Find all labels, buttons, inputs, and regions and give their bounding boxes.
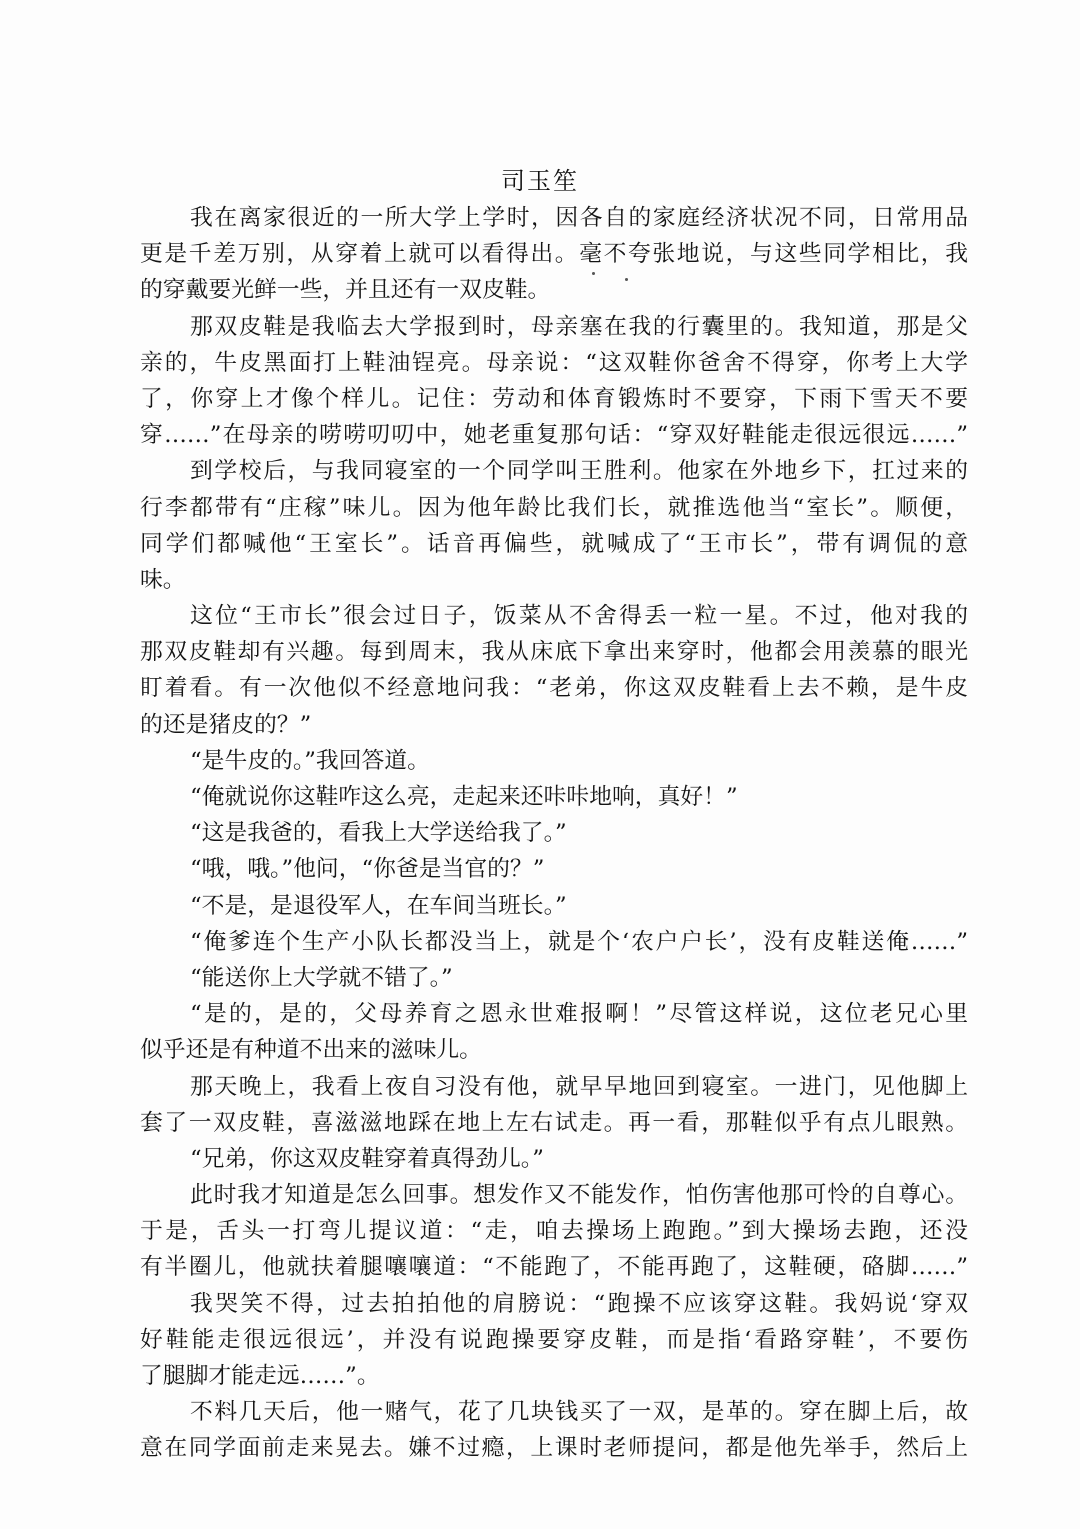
text-line: 盯着看。有一次他似不经意地问我：“老弟，你这双皮鞋看上去不赖，是牛皮 [140,675,968,702]
text-line: 行李都带有“庄稼”味儿。因为他年龄比我们长，就推选他当“室长”。顺便， [140,494,968,521]
text-line: 味。 [140,566,186,593]
text-line: “不是，是退役军人，在车间当班长。” [190,892,567,919]
text-line: 不料几天后，他一赌气，花了几块钱买了一双，是革的。穿在脚上后，故 [190,1399,968,1426]
text-line: 亲的，牛皮黑面打上鞋油锃亮。母亲说：“这双鞋你爸舍不得穿，你考上大学 [140,349,968,376]
text-line: 此时我才知道是怎么回事。想发作又不能发作，怕伤害他那可怜的自尊心。 [190,1182,968,1209]
scan-speck [592,272,595,275]
text-line: “能送你上大学就不错了。” [190,964,453,991]
text-line: 到学校后，与我同寝室的一个同学叫王胜利。他家在外地乡下，扛过来的 [190,458,968,485]
scan-speck [625,278,628,281]
text-line: 似乎还是有种道不出来的滋味儿。 [140,1037,482,1064]
text-line: 那双皮鞋却有兴趣。每到周末，我从床底下拿出来穿时，他都会用羡慕的眼光 [140,639,968,666]
text-line: “是的，是的，父母养育之恩永世难报啊！”尽管这样说，这位老兄心里 [190,1001,968,1028]
text-line: 了，你穿上才像个样儿。记住：劳动和体育锻炼时不要穿，下雨下雪天不要 [140,385,968,412]
text-line: “哦，哦。”他问，“你爸是当官的？” [190,856,545,883]
text-line: 套了一双皮鞋，喜滋滋地踩在地上左右试走。再一看，那鞋似乎有点儿眼熟。 [140,1109,968,1136]
text-line: 同学们都喊他“王室长”。话音再偏些，就喊成了“王市长”，带有调侃的意 [140,530,968,557]
text-line: 那双皮鞋是我临去大学报到时，母亲塞在我的行囊里的。我知道，那是父 [190,313,968,340]
text-line: “俺爹连个生产小队长都没当上，就是个‘农户户长’，没有皮鞋送俺……” [190,928,968,955]
text-line: “这是我爸的，看我上大学送给我了。” [190,820,567,847]
story-body [140,200,968,1467]
text-line: 更是千差万别，从穿着上就可以看得出。毫不夸张地说，与这些同学相比，我 [140,241,968,268]
text-line: 的穿戴要光鲜一些，并且还有一双皮鞋。 [140,277,551,304]
text-line: 穿……”在母亲的唠唠叨叨中，她老重复那句话：“穿双好鞋能走很远很远……” [140,422,968,449]
text-line: 了腿脚才能走远……”。 [140,1363,380,1389]
text-line: 的还是猪皮的？” [140,711,312,738]
author-heading: 司玉笙 [501,167,579,195]
text-line: 意在同学面前走来晃去。嫌不过瘾，上课时老师提问，都是他先举手，然后上 [140,1435,968,1462]
text-line: 那天晚上，我看上夜自习没有他，就早早地回到寝室。一进门，见他脚上 [190,1073,968,1100]
text-line: 我哭笑不得，过去拍拍他的肩膀说：“跑操不应该穿这鞋。我妈说‘穿双 [190,1290,968,1317]
text-line: 好鞋能走很远很远’，并没有说跑操要穿皮鞋，而是指‘看路穿鞋’，不要伤 [140,1326,968,1353]
text-line: 有半圈儿，他就扶着腿嚷嚷道：“不能跑了，不能再跑了，这鞋硬，硌脚……” [140,1254,968,1281]
text-line: 我在离家很近的一所大学上学时，因各自的家庭经济状况不同，日常用品 [190,205,968,231]
text-line: “兄弟，你这双皮鞋穿着真得劲儿。” [190,1145,544,1172]
text-line: “俺就说你这鞋咋这么亮，走起来还咔咔地响，真好！” [190,784,738,810]
text-line: “是牛皮的。”我回答道。 [190,747,430,774]
text-line: 于是，舌头一打弯儿提议道：“走，咱去操场上跑跑。”到大操场去跑，还没 [140,1218,968,1245]
text-line: 这位“王市长”很会过日子，饭菜从不舍得丢一粒一星。不过，他对我的 [190,603,968,630]
